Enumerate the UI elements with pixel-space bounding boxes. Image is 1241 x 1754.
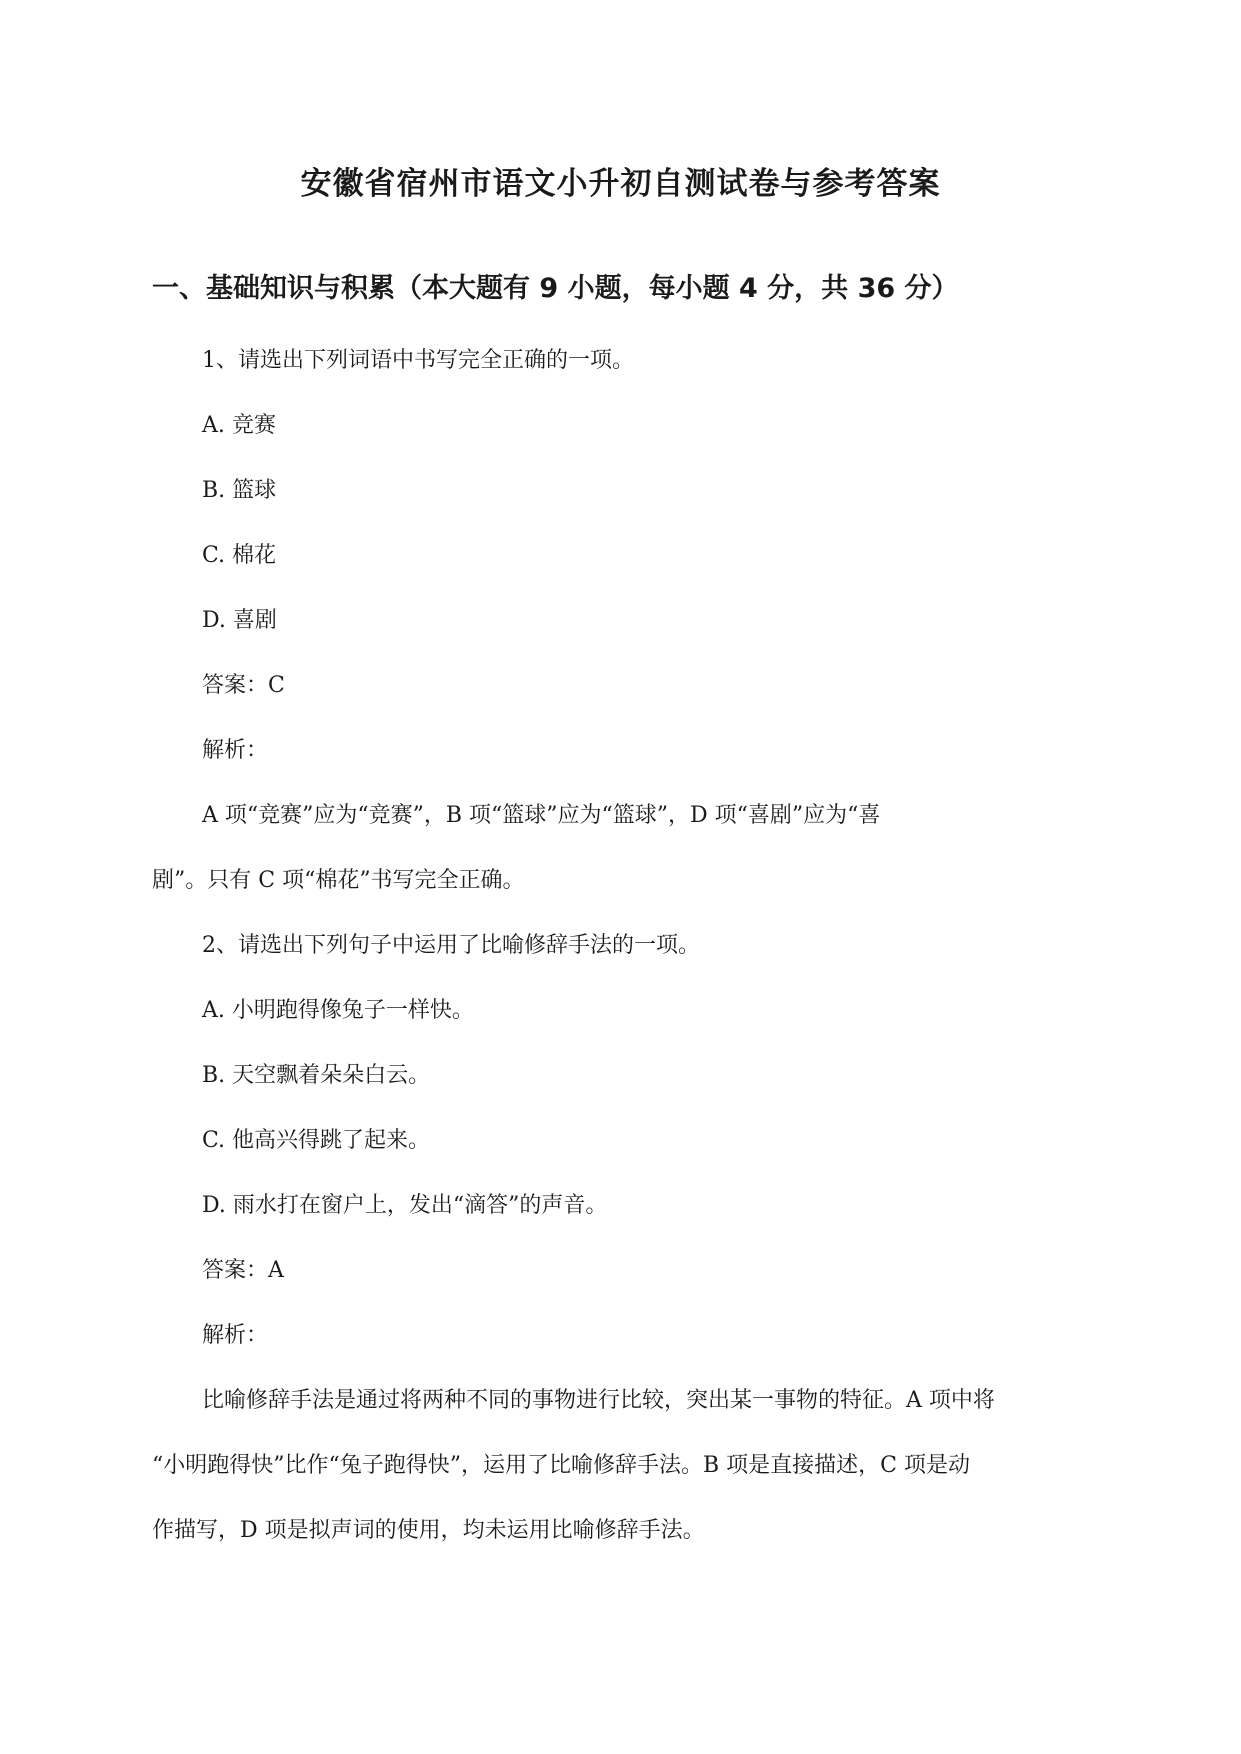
question-1-prompt: 1、请选出下列词语中书写完全正确的一项。 (202, 348, 634, 373)
section-heading: 一、基础知识与积累（本大题有 9 小题，每小题 4 分，共 36 分） (152, 273, 959, 304)
question-1-answer: 答案：C (202, 673, 285, 698)
question-1-option-c: C. 棉花 (202, 543, 277, 568)
question-2-prompt: 2、请选出下列句子中运用了比喻修辞手法的一项。 (202, 933, 700, 958)
question-2-option-b: B. 天空飘着朵朵白云。 (202, 1063, 431, 1088)
question-1-option-a: A. 竞赛 (202, 413, 276, 438)
question-1-option-b: B. 篮球 (202, 478, 277, 503)
question-1-analysis-label: 解析： (202, 738, 269, 763)
question-2-analysis-line: 作描写，D 项是拟声词的使用，均未运用比喻修辞手法。 (152, 1518, 705, 1543)
question-1-analysis-line: 剧”。只有 C 项“棉花”书写完全正确。 (152, 868, 525, 893)
question-2-option-d: D. 雨水打在窗户上，发出“滴答”的声音。 (202, 1193, 608, 1218)
question-2-answer: 答案：A (202, 1258, 284, 1283)
document-title: 安徽省宿州市语文小升初自测试卷与参考答案 (300, 166, 941, 202)
question-1-option-d: D. 喜剧 (202, 608, 277, 633)
question-1-analysis-line: A 项“竞赛”应为“竞赛”，B 项“篮球”应为“篮球”，D 项“喜剧”应为“喜 (202, 803, 881, 828)
question-2-option-c: C. 他高兴得跳了起来。 (202, 1128, 431, 1153)
question-2-option-a: A. 小明跑得像兔子一样快。 (202, 998, 474, 1023)
question-2-analysis-line: 比喻修辞手法是通过将两种不同的事物进行比较，突出某一事物的特征。A 项中将 (202, 1388, 995, 1413)
question-2-analysis-line: “小明跑得快”比作“兔子跑得快”，运用了比喻修辞手法。B 项是直接描述，C 项是动 (152, 1453, 970, 1478)
question-2-analysis-label: 解析： (202, 1323, 269, 1348)
